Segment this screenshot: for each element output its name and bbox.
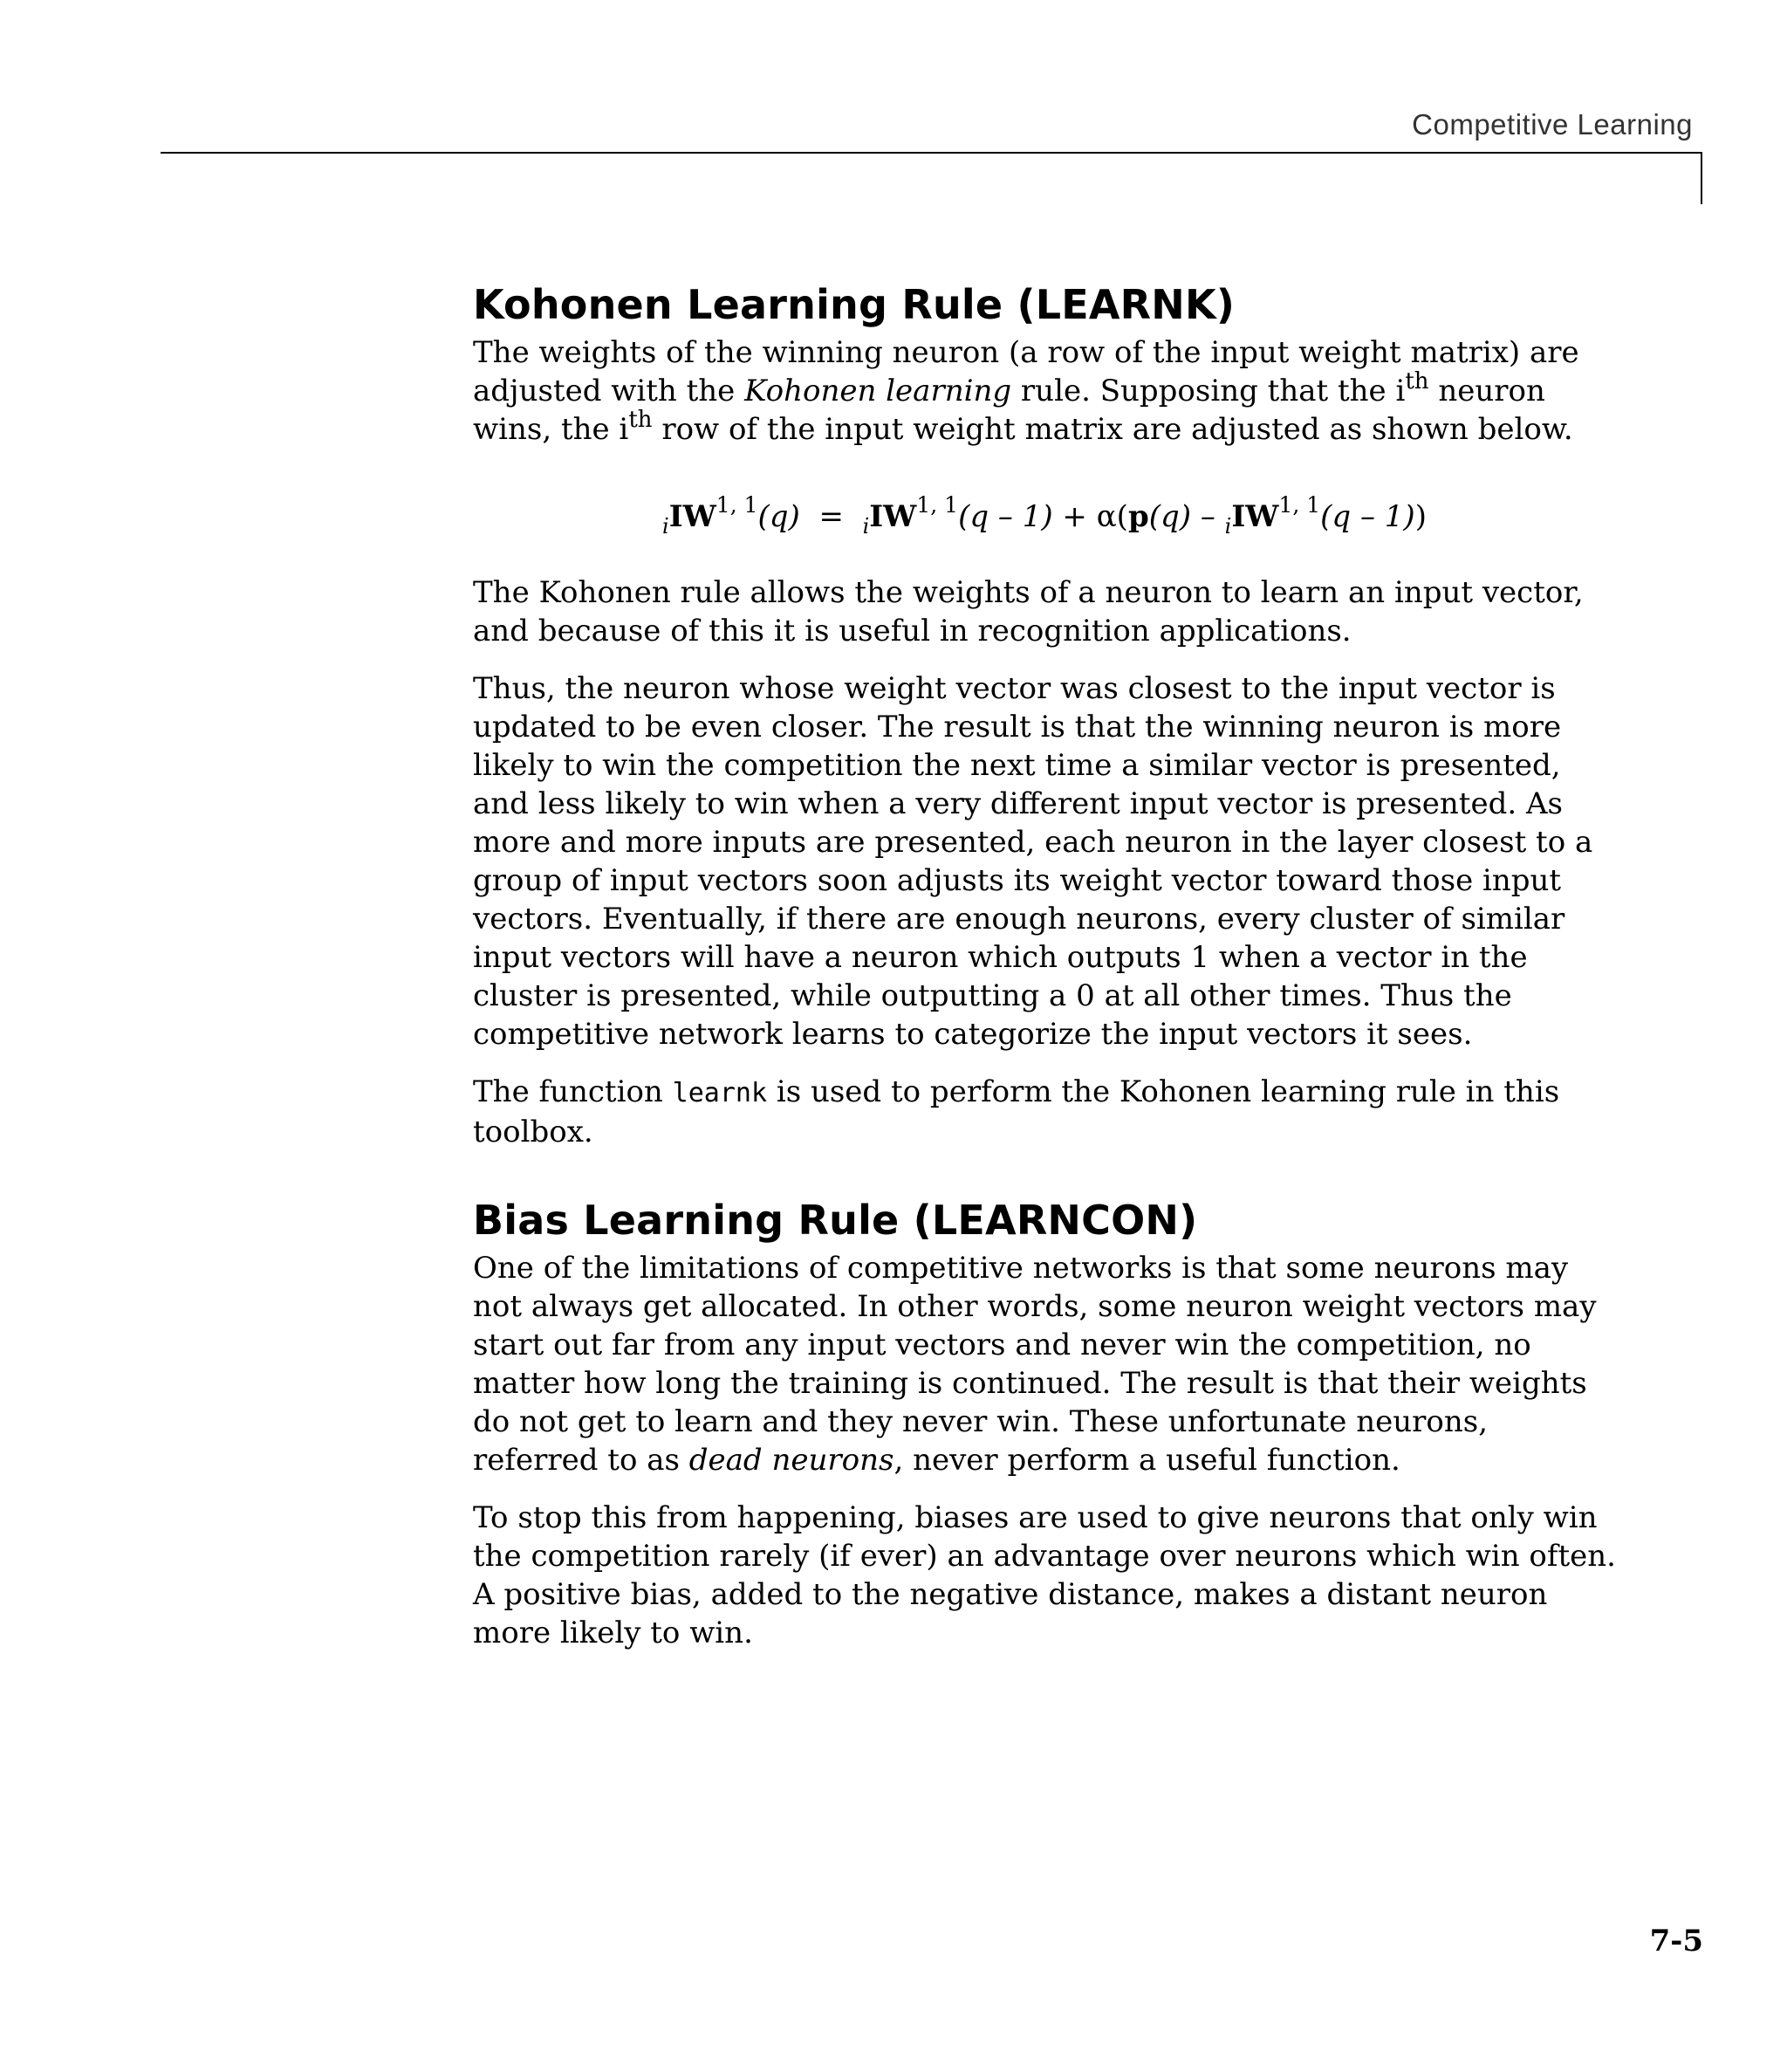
bias-heading: Bias Learning Rule (LEARNCON) (473, 1197, 1198, 1244)
kohonen-equation (473, 492, 1616, 539)
kohonen-p4-text-a: The function (473, 1074, 673, 1109)
bias-paragraph-2: To stop this from happening, biases are used to give neurons that only win the competition rarely (if ever) an advantage over neurons which win often. A positive bias, added to the negative distance, makes a distant neuron more likely to win. (473, 1500, 1616, 1650)
eq-input-vector: p (1127, 499, 1149, 534)
eq-input-arg: (q) – (1148, 499, 1225, 534)
kohonen-p1-text-d: row of the input weight matrix are adjusted as shown below. (652, 412, 1573, 447)
kohonen-paragraph-2: The Kohonen rule allows the weights of a neuron to learn an input vector, and because of this it is useful in recognition applications. (473, 575, 1584, 648)
kohonen-heading: Kohonen Learning Rule (LEARNK) (473, 281, 1236, 328)
kohonen-p1-text-b: rule. Supposing that the i (1011, 374, 1406, 408)
ordinal-superscript: th (628, 407, 653, 433)
eq-superscript: 1, 1 (916, 492, 959, 518)
eq-index-i: i (1224, 514, 1232, 539)
bias-p1-text-b: , never perform a useful function. (894, 1443, 1400, 1478)
eq-close-paren: ) (1414, 499, 1427, 534)
page-number: 7-5 (1649, 1924, 1703, 1959)
running-header: Competitive Learning (1412, 108, 1693, 141)
eq-lhs-arg: (q) (757, 499, 800, 534)
kohonen-paragraph-3: Thus, the neuron whose weight vector was closest to the input vector is updated to be even closer. The result is that the winning neuron is more likely to win the competition the next time a similar vector is presented, and less likely to win when a very different input vector is presented. As more and more inputs are presented, each neuron in the layer closest to a group of input vectors soon adjusts its weight vector toward those input vectors. Eventually, if there are enough neurons, every cluster of similar input vectors will have a neuron which outputs 1 when a vector in the cluster is presented, while outputting a 0 at all other times. Thus the competitive network learns to categorize the input vectors it sees. (473, 671, 1593, 1052)
section-spacer (473, 1170, 1616, 1197)
eq-superscript: 1, 1 (1278, 492, 1321, 518)
bias-paragraph-1 (473, 1249, 1616, 1479)
dead-neurons-term: dead neurons (688, 1443, 894, 1478)
eq-plus-alpha: + α( (1062, 499, 1128, 534)
bias-p1-text-a: One of the limitations of competitive networks is that some neurons may not always get allocated. In other words, some neuron weight vectors may start out far from any input vectors and never win the competition, no matter how long the training is continued. The result is that their weights do not get to learn and they never win. These unfortunate neurons, referred to as (473, 1251, 1597, 1478)
kohonen-paragraph-1 (473, 333, 1616, 449)
eq-weight-matrix: IW (668, 499, 716, 534)
learnk-function-name: learnk (672, 1078, 768, 1108)
eq-weight-matrix: IW (1231, 499, 1279, 534)
eq-index-i: i (662, 514, 669, 539)
eq-prev-arg: (q – 1) (1320, 499, 1415, 534)
kohonen-p1-text-c: neuron wins, the i (473, 374, 1545, 447)
eq-superscript: 1, 1 (715, 492, 758, 518)
page-content (473, 281, 1616, 1671)
eq-weight-matrix: IW (869, 499, 917, 534)
eq-equals: = (818, 499, 844, 534)
kohonen-learning-term: Kohonen learning (744, 374, 1012, 408)
header-rule (161, 152, 1702, 154)
header-corner-tick (1701, 152, 1702, 204)
eq-index-i: i (862, 514, 870, 539)
kohonen-paragraph-4 (473, 1073, 1616, 1151)
ordinal-superscript: th (1405, 368, 1429, 395)
eq-prev-arg: (q – 1) (958, 499, 1053, 534)
kohonen-p1-text-a: The weights of the winning neuron (a row of the input weight matrix) are adjusted with the (473, 335, 1579, 408)
kohonen-p4-text-b: is used to perform the Kohonen learning rule in this toolbox. (473, 1074, 1560, 1149)
